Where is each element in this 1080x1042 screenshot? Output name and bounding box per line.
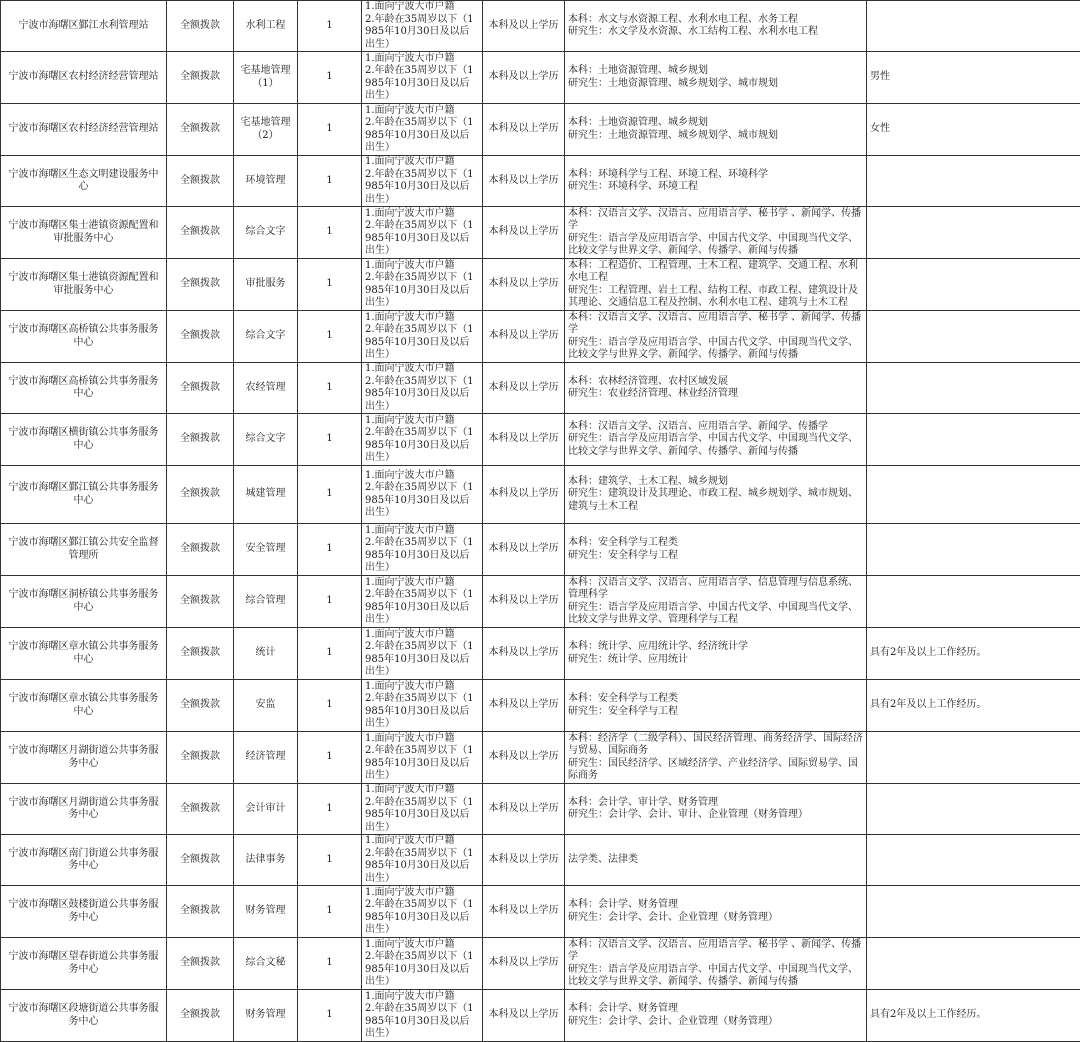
major-cell: 本科：汉语言文学、汉语言、应用语言学、秘书学 、新闻学、传播学 研究生：语言学及应用语言学、中国古代文学、中国现当代文学、比较文学与世界文学、新闻学、传播学、新闻与传播: [565, 207, 867, 259]
position-cell: 综合文字: [234, 414, 298, 466]
requirements-cell: 1.面向宁波大市户籍 2.年龄在35周岁以下（1985年10月30日及以后出生）: [362, 680, 483, 732]
education-cell: 本科及以上学历: [483, 52, 565, 104]
position-cell: 经济管理: [234, 732, 298, 784]
table-row: [1, 628, 1080, 680]
count-cell: 1: [298, 732, 362, 784]
funding-cell: 全额拨款: [167, 52, 234, 104]
position-cell: 水利工程: [234, 1, 298, 52]
position-cell: 财务管理: [234, 990, 298, 1042]
major-cell: 本科：经济学（二级学科）、国民经济管理、商务经济学、国际经济与贸易、国际商务 研究生：国民经济学、区域经济学、产业经济学、国际贸易学、国际商务: [565, 732, 867, 784]
count-cell: 1: [298, 680, 362, 732]
funding-cell: 全额拨款: [167, 835, 234, 886]
requirements-cell: 1.面向宁波大市户籍 2.年龄在35周岁以下（1985年10月30日及以后出生）: [362, 156, 483, 207]
count-cell: 1: [298, 835, 362, 886]
note-cell: [867, 938, 1080, 990]
position-cell: 环境管理: [234, 156, 298, 207]
education-cell: 本科及以上学历: [483, 414, 565, 466]
funding-cell: 全额拨款: [167, 732, 234, 784]
count-cell: 1: [298, 784, 362, 835]
table-row: [1, 207, 1080, 259]
position-cell: 审批服务: [234, 259, 298, 311]
education-cell: 本科及以上学历: [483, 576, 565, 628]
major-cell: 本科：汉语言文学、汉语言、应用语言学、秘书学 、新闻学、传播学 研究生：语言学及应用语言学、中国古代文学、中国现当代文学、比较文学与世界文学、新闻学、传播学、新闻与传播: [565, 311, 867, 363]
funding-cell: 全额拨款: [167, 938, 234, 990]
unit-cell: 宁波市海曙区生态文明建设服务中心: [1, 156, 167, 207]
position-cell: 农经管理: [234, 363, 298, 414]
requirements-cell: 1.面向宁波大市户籍 2.年龄在35周岁以下（1985年10月30日及以后出生）: [362, 52, 483, 104]
unit-cell: 宁波市海曙区章水镇公共事务服务中心: [1, 680, 167, 732]
count-cell: 1: [298, 466, 362, 524]
major-cell: 本科：安全科学与工程类 研究生：安全科学与工程: [565, 524, 867, 576]
unit-cell: 宁波市海曙区章水镇公共事务服务中心: [1, 628, 167, 680]
count-cell: 1: [298, 886, 362, 938]
count-cell: 1: [298, 1, 362, 52]
position-cell: 宅基地管理（1）: [234, 52, 298, 104]
education-cell: 本科及以上学历: [483, 156, 565, 207]
table-row: [1, 990, 1080, 1042]
position-cell: 安监: [234, 680, 298, 732]
education-cell: 本科及以上学历: [483, 784, 565, 835]
table-body: [1, 1, 1080, 1042]
note-cell: 具有2年及以上工作经历。: [867, 680, 1080, 732]
unit-cell: 宁波市海曙区鄞江镇公共事务服务中心: [1, 466, 167, 524]
table-row: [1, 414, 1080, 466]
count-cell: 1: [298, 628, 362, 680]
major-cell: 本科：汉语言文学、汉语言、应用语言学、新闻学、传播学 研究生：语言学及应用语言学、中国古代文学、中国现当代文学、比较文学与世界文学、新闻学、传播学、新闻与传播: [565, 414, 867, 466]
position-cell: 综合文秘: [234, 938, 298, 990]
major-cell: 本科：安全科学与工程类 研究生：安全科学与工程: [565, 680, 867, 732]
table-row: [1, 311, 1080, 363]
requirements-cell: 1.面向宁波大市户籍 2.年龄在35周岁以下（1985年10月30日及以后出生）: [362, 732, 483, 784]
unit-cell: 宁波市海曙区月湖街道公共事务服务中心: [1, 784, 167, 835]
unit-cell: 宁波市海曙区月湖街道公共事务服务中心: [1, 732, 167, 784]
unit-cell: 宁波市海曙区集士港镇资源配置和审批服务中心: [1, 207, 167, 259]
count-cell: 1: [298, 52, 362, 104]
unit-cell: 宁波市海曙区农村经济经营管理站: [1, 52, 167, 104]
note-cell: [867, 524, 1080, 576]
table-row: [1, 732, 1080, 784]
note-cell: [867, 466, 1080, 524]
education-cell: 本科及以上学历: [483, 886, 565, 938]
note-cell: [867, 732, 1080, 784]
education-cell: 本科及以上学历: [483, 524, 565, 576]
note-cell: 女性: [867, 104, 1080, 156]
requirements-cell: 1.面向宁波大市户籍 2.年龄在35周岁以下（1985年10月30日及以后出生）: [362, 938, 483, 990]
requirements-cell: 1.面向宁波大市户籍 2.年龄在35周岁以下（1985年10月30日及以后出生）: [362, 835, 483, 886]
requirements-cell: 1.面向宁波大市户籍 2.年龄在35周岁以下（1985年10月30日及以后出生）: [362, 311, 483, 363]
education-cell: 本科及以上学历: [483, 363, 565, 414]
education-cell: 本科及以上学历: [483, 628, 565, 680]
funding-cell: 全额拨款: [167, 104, 234, 156]
table-row: [1, 680, 1080, 732]
note-cell: 男性: [867, 52, 1080, 104]
education-cell: 本科及以上学历: [483, 1, 565, 52]
major-cell: 本科：会计学、审计学、财务管理 研究生：会计学、会计、审计、企业管理（财务管理）: [565, 784, 867, 835]
position-cell: 财务管理: [234, 886, 298, 938]
funding-cell: 全额拨款: [167, 576, 234, 628]
count-cell: 1: [298, 938, 362, 990]
major-cell: 本科：土地资源管理、城乡规划 研究生：土地资源管理、城乡规划学、城市规划: [565, 52, 867, 104]
requirements-cell: 1.面向宁波大市户籍 2.年龄在35周岁以下（1985年10月30日及以后出生）: [362, 784, 483, 835]
table-row: [1, 52, 1080, 104]
count-cell: 1: [298, 104, 362, 156]
note-cell: [867, 311, 1080, 363]
education-cell: 本科及以上学历: [483, 207, 565, 259]
funding-cell: 全额拨款: [167, 156, 234, 207]
count-cell: 1: [298, 414, 362, 466]
unit-cell: 宁波市海曙区鼓楼街道公共事务服务中心: [1, 886, 167, 938]
table-row: [1, 466, 1080, 524]
note-cell: [867, 363, 1080, 414]
funding-cell: 全额拨款: [167, 1, 234, 52]
funding-cell: 全额拨款: [167, 466, 234, 524]
unit-cell: 宁波市海曙区集士港镇资源配置和审批服务中心: [1, 259, 167, 311]
count-cell: 1: [298, 311, 362, 363]
note-cell: 具有2年及以上工作经历。: [867, 990, 1080, 1042]
table-row: [1, 524, 1080, 576]
requirements-cell: 1.面向宁波大市户籍 2.年龄在35周岁以下（1985年10月30日及以后出生）: [362, 576, 483, 628]
funding-cell: 全额拨款: [167, 784, 234, 835]
position-cell: 安全管理: [234, 524, 298, 576]
major-cell: 本科：汉语言文学、汉语言、应用语言学、信息管理与信息系统、管理科学 研究生：语言学及应用语言学、中国古代文学、中国现当代文学、比较文学与世界文学、管理科学与工程: [565, 576, 867, 628]
note-cell: 具有2年及以上工作经历。: [867, 628, 1080, 680]
funding-cell: 全额拨款: [167, 990, 234, 1042]
major-cell: 本科：会计学、财务管理 研究生：会计学、会计、企业管理（财务管理）: [565, 886, 867, 938]
count-cell: 1: [298, 156, 362, 207]
requirements-cell: 1.面向宁波大市户籍 2.年龄在35周岁以下（1985年10月30日及以后出生）: [362, 414, 483, 466]
requirements-cell: 1.面向宁波大市户籍 2.年龄在35周岁以下（1985年10月30日及以后出生）: [362, 524, 483, 576]
table-row: [1, 576, 1080, 628]
position-cell: 会计审计: [234, 784, 298, 835]
education-cell: 本科及以上学历: [483, 104, 565, 156]
note-cell: [867, 259, 1080, 311]
position-cell: 综合管理: [234, 576, 298, 628]
position-cell: 宅基地管理（2）: [234, 104, 298, 156]
unit-cell: 宁波市海曙区横街镇公共事务服务中心: [1, 414, 167, 466]
major-cell: 本科：会计学、财务管理 研究生：会计学、会计、企业管理（财务管理）: [565, 990, 867, 1042]
position-cell: 城建管理: [234, 466, 298, 524]
education-cell: 本科及以上学历: [483, 835, 565, 886]
table-row: [1, 363, 1080, 414]
position-cell: 法律事务: [234, 835, 298, 886]
count-cell: 1: [298, 990, 362, 1042]
position-cell: 综合文字: [234, 207, 298, 259]
major-cell: 本科：建筑学、土木工程、城乡规划 研究生：建筑设计及其理论、市政工程、城乡规划学、城市规划、建筑与土木工程: [565, 466, 867, 524]
funding-cell: 全额拨款: [167, 628, 234, 680]
requirements-cell: 1.面向宁波大市户籍 2.年龄在35周岁以下（1985年10月30日及以后出生）: [362, 1, 483, 52]
major-cell: 本科：统计学、应用统计学、经济统计学 研究生：统计学、应用统计: [565, 628, 867, 680]
table-row: [1, 886, 1080, 938]
note-cell: [867, 835, 1080, 886]
table-row: [1, 835, 1080, 886]
education-cell: 本科及以上学历: [483, 990, 565, 1042]
table-row: [1, 104, 1080, 156]
position-cell: 综合文字: [234, 311, 298, 363]
unit-cell: 宁波市海曙区鄞江水利管理站: [1, 1, 167, 52]
funding-cell: 全额拨款: [167, 207, 234, 259]
education-cell: 本科及以上学历: [483, 466, 565, 524]
requirements-cell: 1.面向宁波大市户籍 2.年龄在35周岁以下（1985年10月30日及以后出生）: [362, 990, 483, 1042]
requirements-cell: 1.面向宁波大市户籍 2.年龄在35周岁以下（1985年10月30日及以后出生）: [362, 259, 483, 311]
note-cell: [867, 1, 1080, 52]
requirements-cell: 1.面向宁波大市户籍 2.年龄在35周岁以下（1985年10月30日及以后出生）: [362, 363, 483, 414]
requirements-cell: 1.面向宁波大市户籍 2.年龄在35周岁以下（1985年10月30日及以后出生）: [362, 207, 483, 259]
education-cell: 本科及以上学历: [483, 311, 565, 363]
funding-cell: 全额拨款: [167, 363, 234, 414]
funding-cell: 全额拨款: [167, 414, 234, 466]
table-row: [1, 156, 1080, 207]
requirements-cell: 1.面向宁波大市户籍 2.年龄在35周岁以下（1985年10月30日及以后出生）: [362, 886, 483, 938]
funding-cell: 全额拨款: [167, 259, 234, 311]
requirements-cell: 1.面向宁波大市户籍 2.年龄在35周岁以下（1985年10月30日及以后出生）: [362, 466, 483, 524]
count-cell: 1: [298, 207, 362, 259]
major-cell: 本科：农林经济管理、农村区域发展 研究生：农业经济管理、林业经济管理: [565, 363, 867, 414]
education-cell: 本科及以上学历: [483, 259, 565, 311]
major-cell: 本科：汉语言文学、汉语言、应用语言学、秘书学 、新闻学、传播学 研究生：语言学及应用语言学、中国古代文学、中国现当代文学、比较文学与世界文学、新闻学、传播学、新闻与传播: [565, 938, 867, 990]
unit-cell: 宁波市海曙区鄞江镇公共安全监督管理所: [1, 524, 167, 576]
unit-cell: 宁波市海曙区望春街道公共事务服务中心: [1, 938, 167, 990]
funding-cell: 全额拨款: [167, 311, 234, 363]
major-cell: 本科：工程造价、工程管理、土木工程、建筑学、交通工程、水利水电工程 研究生：工程管理、岩土工程、结构工程、市政工程、建筑设计及其理论、交通信息工程及控制、水利水电工程、建筑与土木工程: [565, 259, 867, 311]
education-cell: 本科及以上学历: [483, 938, 565, 990]
funding-cell: 全额拨款: [167, 524, 234, 576]
note-cell: [867, 784, 1080, 835]
note-cell: [867, 207, 1080, 259]
unit-cell: 宁波市海曙区洞桥镇公共事务服务中心: [1, 576, 167, 628]
major-cell: 法学类、法律类: [565, 835, 867, 886]
requirements-cell: 1.面向宁波大市户籍 2.年龄在35周岁以下（1985年10月30日及以后出生）: [362, 628, 483, 680]
major-cell: 本科：土地资源管理、城乡规划 研究生：土地资源管理、城乡规划学、城市规划: [565, 104, 867, 156]
count-cell: 1: [298, 259, 362, 311]
note-cell: [867, 414, 1080, 466]
funding-cell: 全额拨款: [167, 886, 234, 938]
major-cell: 本科：环境科学与工程、环境工程、环境科学 研究生：环境科学、环境工程: [565, 156, 867, 207]
unit-cell: 宁波市海曙区段塘街道公共事务服务中心: [1, 990, 167, 1042]
note-cell: [867, 886, 1080, 938]
requirements-cell: 1.面向宁波大市户籍 2.年龄在35周岁以下（1985年10月30日及以后出生）: [362, 104, 483, 156]
count-cell: 1: [298, 524, 362, 576]
education-cell: 本科及以上学历: [483, 732, 565, 784]
unit-cell: 宁波市海曙区农村经济经营管理站: [1, 104, 167, 156]
count-cell: 1: [298, 363, 362, 414]
table-row: [1, 784, 1080, 835]
unit-cell: 宁波市海曙区南门街道公共事务服务中心: [1, 835, 167, 886]
position-cell: 统计: [234, 628, 298, 680]
note-cell: [867, 576, 1080, 628]
note-cell: [867, 156, 1080, 207]
count-cell: 1: [298, 576, 362, 628]
unit-cell: 宁波市海曙区高桥镇公共事务服务中心: [1, 311, 167, 363]
unit-cell: 宁波市海曙区高桥镇公共事务服务中心: [1, 363, 167, 414]
table-row: [1, 1, 1080, 52]
education-cell: 本科及以上学历: [483, 680, 565, 732]
table-row: [1, 938, 1080, 990]
major-cell: 本科：水文与水资源工程、水利水电工程、水务工程 研究生：水文学及水资源、水工结构工程、水利水电工程: [565, 1, 867, 52]
funding-cell: 全额拨款: [167, 680, 234, 732]
table-row: [1, 259, 1080, 311]
